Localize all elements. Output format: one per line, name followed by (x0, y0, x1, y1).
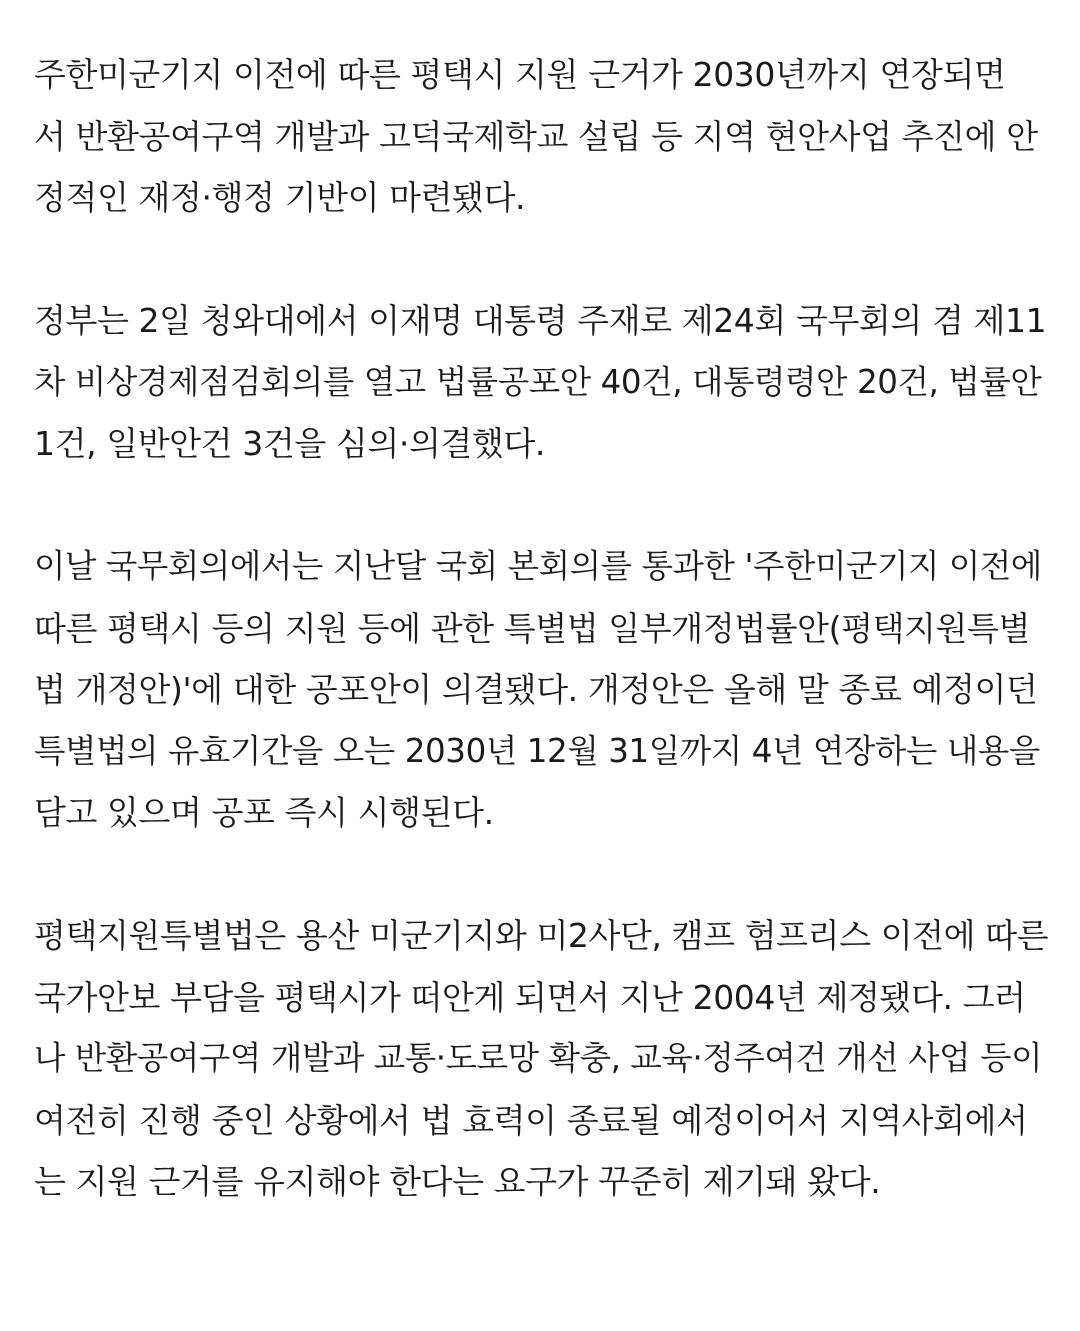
paragraph-4 (34, 905, 1052, 1213)
text-line: 차 비상경제점검회의를 열고 법률공포안 40건, 대통령령안 20건, 법률안 (34, 362, 1042, 401)
paragraph-2 (34, 290, 1052, 475)
text-line: 주한미군기지 이전에 따른 평택시 지원 근거가 2030년까지 연장되면 (34, 55, 1006, 94)
text-line: 여전히 진행 중인 상황에서 법 효력이 종료될 예정이어서 지역사회에서 (34, 1100, 1028, 1140)
text-line: 이날 국무회의에서는 지난달 국회 본회의를 통과한 '주한미군기지 이전에 (34, 547, 1042, 585)
paragraph-1 (34, 44, 1052, 229)
text-line: 평택지원특별법은 용산 미군기지와 미2사단, 캠프 험프리스 이전에 따른 (34, 916, 1049, 955)
text-line: 따른 평택시 등의 지원 등에 관한 특별법 일부개정법률안(평택지원특별 (34, 608, 1030, 648)
text-line: 특별법의 유효기간을 오는 2030년 12월 31일까지 4년 연장하는 내용을 (34, 731, 1040, 770)
text-line: 1건, 일반안건 3건을 심의·의결했다. (34, 424, 545, 463)
text-line: 정부는 2일 청와대에서 이재명 대통령 주재로 제24회 국무회의 겸 제11 (34, 301, 1047, 340)
text-line: 나 반환공여구역 개발과 교통·도로망 확충, 교육·정주여건 개선 사업 등이 (34, 1039, 1043, 1077)
text-line: 담고 있으며 공포 즉시 시행된다. (34, 793, 494, 832)
text-line: 정적인 재정·행정 기반이 마련됐다. (34, 178, 526, 217)
text-line: 국가안보 부담을 평택시가 떠안게 되면서 지난 2004년 제정됐다. 그러 (34, 977, 1026, 1017)
paragraph-3 (34, 536, 1052, 844)
text-line: 서 반환공여구역 개발과 고덕국제학교 설립 등 지역 현안사업 추진에 안 (34, 116, 1038, 156)
article-body (34, 44, 1052, 1213)
text-line: 법 개정안)'에 대한 공포안이 의결됐다. 개정안은 올해 말 종료 예정이던 (34, 670, 1038, 709)
text-line: 는 지원 근거를 유지해야 한다는 요구가 꾸준히 제기돼 왔다. (34, 1162, 881, 1201)
